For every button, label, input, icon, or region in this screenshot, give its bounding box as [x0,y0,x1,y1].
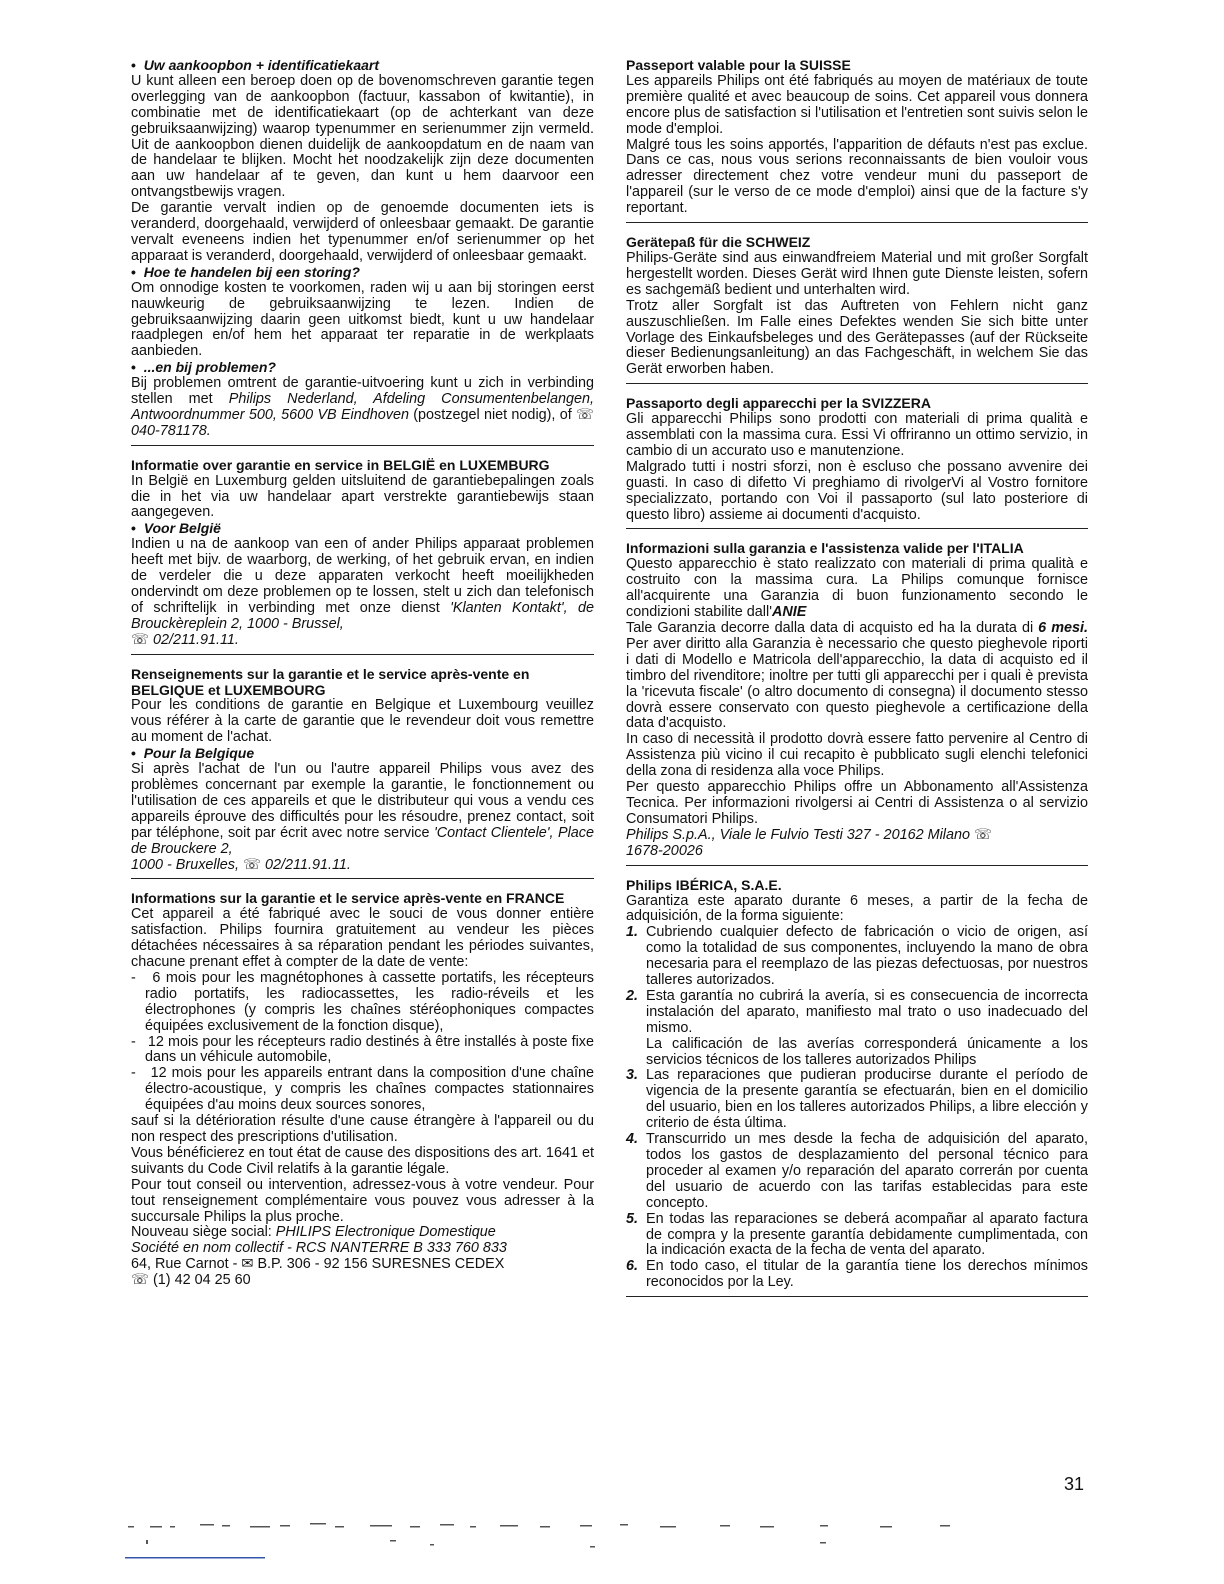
paragraph: Malgré tous les soins apportés, l'apparition de défauts n'est pas exclue. Dans ce cas, nous vous serions reconnaissants de bien vouloir vous adresser directement chez votre vendeur muni du passeport de l'appareil (sur le verso de ce mode d'emploi) ainsi que de la facture s'y reportant. [626,136,1088,217]
section-title: Informazioni sulla garanzia e l'assistenza valide per l'ITALIA [626,540,1024,557]
phone-icon: ☏ [576,406,595,423]
paragraph: Pour tout conseil ou intervention, adressez-vous à votre vendeur. Pour tout renseignement complémentaire vous pouvez vous adresser à la succursale Philips la plus proche. [131,1176,594,1225]
text: Tale Garanzia decorre dalla data di acquisto ed ha la durata di [626,620,1039,636]
paragraph [626,621,1088,732]
phone-number: 02/211.91.11. [265,856,351,873]
divider [626,383,1088,384]
mail-icon: ✉ [241,1256,254,1273]
list-item [626,925,1088,989]
section-nl-problemen [131,360,594,446]
text: Nouveau siège social: [131,1224,276,1241]
address: 'Klanten Kontakt', de Brouckèreplein 2, 1000 - Brussel, [131,599,594,632]
subsection-title: • Voor België [131,521,594,537]
company-registration: Société en nom collectif - RCS NANTERRE B 333 760 833 [131,1240,507,1257]
divider [131,445,594,446]
text: (postzegel niet nodig), of [408,406,577,423]
paragraph: In België en Luxemburg gelden uitsluitend de garantiebepalingen zoals die in het via uw handelaar apart verstrekte garantiebewijs staan aangegeven. [131,472,594,521]
item-number: 6. [626,1258,639,1275]
right-column [626,58,1088,1297]
street-address: 64, Rue Carnot - [131,1256,242,1273]
paragraph [131,376,594,440]
section-title: Informatie over garantie en service in BELGIË en LUXEMBURG [131,456,550,473]
paragraph: Gli apparecchi Philips sono prodotti con materiali di prima qualità e assemblati con la massima cura. Essi Vi offriranno un ottimo servizio, in cambio di un accurato uso e manutenzione. [626,411,1088,459]
item-text: Esta garantía no cubrirá la avería, si es consecuencia de incorrecta instalación del aparato, manifiesto mal trato o uso inadecuado del mismo. [646,987,1088,1036]
divider [626,528,1088,529]
section-svizzera-it [626,396,1088,529]
item-text: Cubriendo cualquier defecto de fabricación o vicio de origen, así como la totalidad de sus componentes, incluyendo la mano de obra necesaria para el reemplazo de las piezas defectuosas, por nuestros talleres autorizados. [646,924,1088,989]
left-column [131,58,594,1289]
section-nl-storing [131,265,594,360]
paragraph: In caso di necessità il prodotto dovrà essere fatto pervenire al Centro di Assistenza più vicino il cui recapito è pubblicato sugli elenchi telefonici della zona di residenza alla voce Philips. [626,731,1088,780]
paragraph [131,762,594,873]
list-item: - 12 mois pour les récepteurs radio destinés à être installés à poste fixe dans un véhicule automobile, [131,1035,594,1067]
list-item: - 12 mois pour les appareils entrant dans la composition d'une chaîne électro-acoustique, y compris les chaînes compactes stationnaires équipées d'au moins deux sources sonores, [131,1066,594,1114]
section-be-fr [131,667,594,880]
item-number: 2. [626,987,639,1004]
anie-label: ANIE [771,604,807,621]
paragraph: sauf si la détérioration résulte d'une cause étrangère à l'appareil ou du non respect des prescriptions d'utilisation. [131,1113,594,1145]
phone-number: (1) 42 04 25 60 [149,1272,251,1289]
section-suisse-fr [626,58,1088,223]
list-item [626,989,1088,1069]
item-text: En todas las reparaciones se deberá acompañar al aparato factura de compra y la presente garantía debidamente cumplimentada, con la indicación exacta de la fecha de venta del aparato. [646,1210,1088,1259]
section-title: Renseignements sur la garantie et le service après-vente en BELGIQUE et LUXEMBOURG [131,665,530,698]
subsection-title: • Pour la Belgique [131,746,594,762]
scan-noise [120,1520,1000,1570]
paragraph: Pour les conditions de garantie en Belgique et Luxembourg veuillez vous référer à la carte de garantie que le revendeur doit vous remettre au moment de l'achat. [131,697,594,746]
company-name: PHILIPS Electronique Domestique [275,1224,496,1241]
paragraph: Les appareils Philips ont été fabriqués au moyen de matériaux de toute première qualité et avec beaucoup de soins. Cet appareil vous donnera encore plus de satisfaction si l'utilisation et l'entretien sont suivis selon le mode d'emploi. [626,72,1088,137]
item-text: La calificación de las averías corresponderá únicamente a los servicios técnicos de los talleres autorizados Philips [646,1035,1088,1068]
text: Questo apparecchio è stato realizzato con materiali di prima qualità e costruito con la massima cura. La Philips comunque fornisce all'acquirente una Garanzia di buon funzionamento secondo le condizioni stabilite dall' [626,556,1088,621]
divider [626,865,1088,866]
paragraph: Trotz aller Sorgfalt ist das Auftreten von Fehlern nicht ganz auszuschließen. Im Falle eines Defektes wenden Sie sich bitte unter Vorlage des Einkaufsbeleges und des Gerätepasses (auf der Rückseite dieser Bedienungsanleitung) an das Fachgeschäft, in welchem Sie das Gerät erworben haben. [626,297,1088,378]
divider [131,654,594,655]
text: Indien u na de aankoop van een of ander Philips apparaat problemen heeft met bijv. de waarborg, de werking, of het gebruik ervan, en indien de verdeler die u deze apparaten verkocht heeft moeilijkheden ondervindt om deze problemen op te lossen, stelt u zich dan telefonisch of schriftelijk in verbinding met onze dienst [131,536,594,616]
section-title: Passeport valable pour la SUISSE [626,57,851,73]
item-text: Transcurrido un mes desde la fecha de adquisición del aparato, todos los gastos de desplazamiento del personal técnico para proceder al examen y/o reparación del aparato correrán por cuenta del usuario de acuerdo con las tarifas establecidas para este concepto. [646,1131,1088,1211]
section-schweiz-de [626,235,1088,384]
divider [626,222,1088,223]
section-nl-aankoopbon [131,58,594,265]
warranty-duration: 6 mesi. [1038,620,1088,636]
section-title: Philips IBÉRICA, S.A.E. [626,876,782,893]
conditions-list [626,925,1088,1291]
phone-number: 02/211.91.11. [153,631,239,648]
paragraph: Garantiza este aparato durante 6 meses, a partir de la fecha de adquisición, de la forma siguiente: [626,892,1088,925]
item-text-group [646,989,1088,1069]
item-text: En todo caso, el titular de la garantía tiene los derechos mínimos reconocidos por la Ley. [646,1258,1088,1291]
item-number: 1. [626,924,639,941]
divider [626,1296,1088,1297]
paragraph [626,828,1088,860]
paragraph: Om onnodige kosten te voorkomen, raden wij u aan bij storingen eerst nauwkeurig de gebruiksaanwijzing te lezen. Indien de gebruiksaanwijzing daarin geen uitkomst biedt, kunt u uw handelaar raadplegen en/of hem het apparaat ter reparatie in de werkplaats aanbieden. [131,279,594,360]
phone-icon: ☏ [243,856,261,873]
item-number: 5. [626,1210,639,1227]
section-title: • ...en bij problemen? [131,360,594,376]
list-item [626,1132,1088,1212]
list-item [626,1068,1088,1132]
text: Si après l'achat de l'un ou l'autre appareil Philips vous avez des problèmes concernant par exemple la garantie, le fonctionnement ou l'utilisation de ces appareils et que le distributeur qui vous a vendu ces appareils éprouve des difficultés pour les résoudre, prenez contact, soit par téléphone, soit par écrit avec notre service [131,761,594,841]
paragraph: Per questo apparecchio Philips offre un Abbonamento all'Assistenza Tecnica. Per informazioni rivolgersi ai Centri di Assistenza o al servizio Consumatori Philips. [626,779,1088,827]
paragraph: U kunt alleen een beroep doen op de bovenomschreven garantie tegen overlegging van de aankoopbon (factuur, kassabon of kwitantie), in combinatie met de identificatiekaart (op de achterkant van deze gebruiksaanwijzing) waarop typenummer en serienummer zijn vermeld. Uit de aankoopbon dienen duidelijk de aankoopdatum en de naam van de handelaar te blijken. Mocht het noodzakelijk zijn deze documenten aan uw handelaar af te geven, dan kunt u hem daarvoor een ontvangstbewijs vragen. [131,72,594,201]
period-list [131,971,594,1114]
paragraph: Vous bénéficierez en tout état de cause des dispositions des art. 1641 et suivants du Code Civil relatifs à la garantie légale. [131,1144,594,1177]
text: Bij problemen omtrent de garantie-uitvoering kunt u zich in verbinding stellen met [131,375,594,408]
address-city: 1000 - Bruxelles, [131,856,239,873]
phone-icon: ☏ [973,826,992,843]
section-france [131,891,594,1289]
section-italia [626,541,1088,865]
section-title: • Hoe te handelen bij een storing? [131,265,594,281]
address: Philips S.p.A., Viale le Fulvio Testi 327 - 20162 Milano [626,826,970,843]
phone-icon: ☏ [131,1272,149,1289]
list-item [626,1259,1088,1291]
phone-number: 040-781178. [131,422,211,439]
section-title: Informations sur la garantie et le service après-vente en FRANCE [131,890,565,907]
paragraph [131,537,594,648]
section-title: Gerätepaß für die SCHWEIZ [626,234,811,251]
divider [131,878,594,879]
phone-number: 1678-20026 [626,842,703,859]
page-number: 31 [1064,1474,1085,1494]
address: Philips Nederland, Afdeling Consumentenbelangen, Antwoordnummer 500, 5600 VB Eindhoven [131,391,594,423]
section-title: Passaporto degli apparecchi per la SVIZZERA [626,395,931,412]
item-text: Las reparaciones que pudieran producirse durante el período de vigencia de la presente garantía se efectuarán, bien en el domicilio del usuario, bien en los talleres autorizados Philips, a libre elección y criterio de ésta última. [646,1067,1088,1132]
address: 'Contact Clientele', Place de Brouckere 2, [131,824,594,857]
item-number: 4. [626,1131,639,1148]
paragraph [626,557,1088,621]
paragraph: Malgrado tutti i nostri sforzi, non è escluso che possano avvenire dei guasti. In caso di difetto Vi preghiamo di rivolgerVi al Vostro fornitore specializzato, portando con Voi il passaporto (sul lato posteriore di questo libro) assieme ai documenti d'acquisto. [626,458,1088,523]
paragraph: Philips-Geräte sind aus einwandfreiem Material und mit großer Sorgfalt hergestellt worden. Dieses Gerät wird Ihnen gute Dienste leisten, sofern es sachgemäß bedient und unterhalten wird. [626,249,1088,298]
paragraph: Cet appareil a été fabriqué avec le souci de vous donner entière satisfaction. Philips fournira gratuitement au vendeur les pièces détachées nécessaires à sa réparation pendant les périodes suivantes, chacune prenant effet à compter de la date de vente: [131,906,594,971]
phone-icon: ☏ [131,631,149,648]
postal-box: B.P. 306 - 92 156 SURESNES CEDEX [253,1256,505,1273]
item-number: 3. [626,1067,639,1084]
paragraph [131,1225,594,1289]
paragraph: De garantie vervalt indien op de genoemde documenten iets is veranderd, doorgehaald, verwijderd of onleesbaar gemaakt. De garantie vervalt eveneens indien het typenummer en/of serienummer op het apparaat is veranderd, doorgehaald, verwijderd of onleesbaar gemaakt. [131,200,594,264]
section-title: • Uw aankoopbon + identificatiekaart [131,58,594,74]
section-be-nl [131,458,594,655]
list-item: - 6 mois pour les magnétophones à cassette portatifs, les récepteurs radio portatifs, les radiocassettes, les radio-réveils et les électrophones (y compris les chaînes stéréophoniques compactes équipées exclusivement de la fonction disque), [131,971,594,1035]
section-iberica [626,878,1088,1298]
list-item [626,1212,1088,1260]
text: Per aver diritto alla Garanzia è necessario che questo pieghevole riporti i dati di Modello e Matricola dell'apparecchio, la data di acquisto ed il timbro del rivenditore; inoltre per tutti gli apparecchi per i quali è prevista la 'ricevuta fiscale' (o altro documento di consegna) il documento stesso dovrà essere conservato con questo pieghevole a certificazione della data d'acquisto. [626,635,1088,732]
